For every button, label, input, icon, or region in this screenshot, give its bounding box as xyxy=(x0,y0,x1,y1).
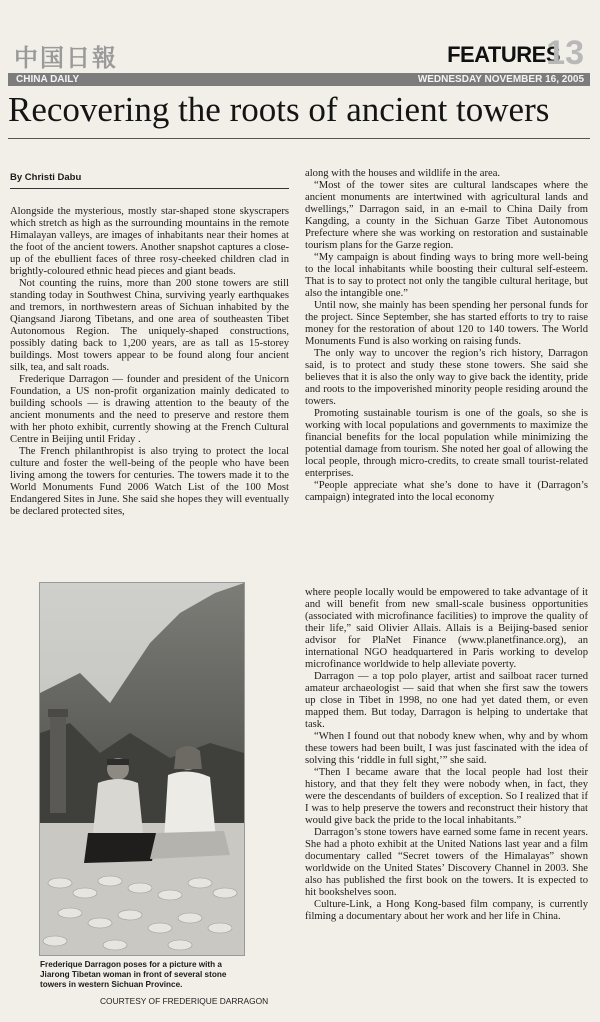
paragraph: “When I found out that nobody knew when, why and by whom these towers had been built, I was just fascinated with the idea of solving this ‘riddle in full sight,’” she said. xyxy=(305,731,588,766)
photo-illustration xyxy=(40,583,244,955)
paragraph: Until now, she mainly has been spending her personal funds for the project. Since September, she has started efforts to try to raise money for the restoration of about 120 to 140 towers. The World Monuments Fund is also working on raising funds. xyxy=(305,300,588,347)
masthead-bar xyxy=(8,73,590,86)
paragraph: The only way to uncover the region’s rich history, Darragon said, is to protect and study these stone towers. She said she believes that it is also the only way to give back the identity, pride and roots to the impoverished minority people residing around the towers. xyxy=(305,348,588,407)
paragraph: The French philanthropist is also trying to protect the local culture and foster the well-being of the people who have been living among the towers for centuries. The towers made it to the World Monuments Fund 2006 Watch List of the 100 Most Endangered Sites in June. She said she hopes they will eventually be declared protected sites, xyxy=(10,446,289,517)
page-number: 13 xyxy=(546,34,584,72)
photo-credit: COURTESY OF FREDERIQUE DARRAGON xyxy=(100,996,269,1006)
paragraph: “People appreciate what she’s done to have it (Darragon’s campaign) integrated into the local economy xyxy=(305,480,588,503)
article-column-2 xyxy=(305,168,588,542)
section-title: FEATURES xyxy=(447,42,560,67)
paper-name: CHINA DAILY xyxy=(16,74,80,85)
article-column-1 xyxy=(10,206,289,536)
paragraph: along with the houses and wildlife in the area. xyxy=(305,168,501,179)
article-column-3 xyxy=(305,587,588,962)
paragraph: Promoting sustainable tourism is one of the goals, so she is working with local populations and governments to maximize the financial benefits for the local population while minimizing the potential damage from tourism. She noted her goal of allowing the local people, through micro-credits, to create small tourist-related enterprises. xyxy=(305,408,588,479)
paragraph: Frederique Darragon — founder and president of the Unicorn Foundation, a US non-profit organization mainly dedicated to building schools — is drawing attention to the beauty of the ancient monuments and the need to preserve and restore them with her photo exhibit, currently showing at the French Cultural Centre in Beijing until Friday . xyxy=(10,374,289,445)
paragraph: “Most of the tower sites are cultural landscapes where the ancient monuments are intertwined with agricultural lands and dwellings,” Darragon said, in an e-mail to China Daily from Kangding, a county in the Sichuan Garze Tibet Autonomous Prefecture where she was working on restoration and sustainable tourism plans for the Garze region. xyxy=(305,180,588,251)
photo-caption: Frederique Darragon poses for a picture with a Jiarong Tibetan woman in front of several stone towers in western Sichuan Province. xyxy=(40,960,227,990)
byline: By Christi Dabu xyxy=(10,172,82,183)
paragraph: “Then I became aware that the local people had lost their history, and that they felt they were nobody when, in fact, they were the descendants of builders of exception. So I realized that if I was to help preserve the towers and reconstruct their history that would give back the pride to the local inhabitants.” xyxy=(305,767,588,826)
headline: Recovering the roots of ancient towers xyxy=(8,90,550,129)
paragraph: Darragon — a top polo player, artist and sailboat racer turned amateur archaeologist — said that when she first saw the towers up close in Tibet in 1998, no one had yet dated them, or even mapped them. But today, Darragon is helping to undertake that task. xyxy=(305,671,588,730)
issue-date: WEDNESDAY NOVEMBER 16, 2005 xyxy=(417,74,584,85)
paragraph: where people locally would be empowered to take advantage of it and will benefit from new small-scale business opportunities (associated with microfinance facilities) to improve the quality of their life,” said Olivier Allais. Allais is a Beijing-based senior advisor for PlaNet Finance (www.planetfinance.org), an international NGO headquartered in Paris working to develop microfinance worldwide to help alleviate poverty. xyxy=(305,587,588,670)
paragraph: Alongside the mysterious, mostly star-shaped stone skyscrapers which stretch as high as the surrounding mountains in the remote Himalayan valleys, are images of inhabitants near their homes at the foot of the ancient towers. Another snapshot captures a close-up of the ebullient faces of three rosy-cheeked children clad in brightly-coloured ethnic head pieces and giant beads. xyxy=(10,206,289,277)
byline-rule xyxy=(10,188,289,189)
masthead-logo: 中国日報 xyxy=(14,43,118,72)
headline-rule xyxy=(8,138,590,139)
paragraph: Darragon’s stone towers have earned some fame in recent years. She had a photo exhibit at the United Nations last year and a film documentary called “Secret towers of the Himalayas” shown worldwide on the United States’ Discovery Channel in 2003. She also has published the first book on the towers. It is expected to hit bookshelves soon. xyxy=(305,827,588,898)
paragraph: Culture-Link, a Hong Kong-based film company, is currently filming a documentary about her work and her life in China. xyxy=(305,899,588,922)
article-photo xyxy=(39,582,245,956)
paragraph: Not counting the ruins, more than 200 stone towers are still standing today in Southwest China, surviving yearly earthquakes and tremors, in northwestern areas of Sichuan inhabited by the Qiangsand Jiarong Tibetans, and one area of southeasten Tibet Autonomous Region. The uniquely-shaped constructions, possibly dating back to 1,200 years, are as tall as 15-storey buildings. Most towers appear to be found along four ancient silk, tea, and salt roads. xyxy=(10,278,289,373)
paragraph: “My campaign is about finding ways to bring more well-being to the local inhabitants while boosting their cultural self-esteem. That is to say to protect not only the tangible cultural heritage, but also the intangible one.” xyxy=(305,252,588,299)
